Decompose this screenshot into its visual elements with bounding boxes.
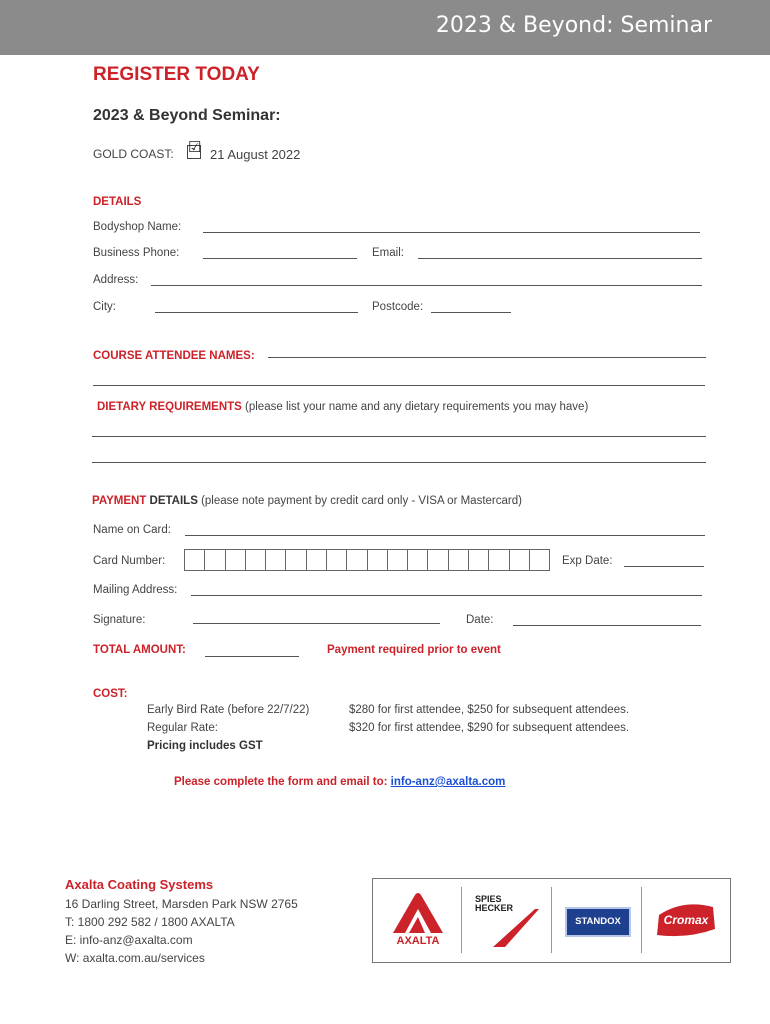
cta-text: Please complete the form and email to: xyxy=(174,776,388,788)
mailing-address-label: Mailing Address: xyxy=(93,584,178,596)
payment-prior-note: Payment required prior to event xyxy=(327,644,501,656)
phone-label: Business Phone: xyxy=(93,247,180,259)
payment-heading-row xyxy=(92,495,522,507)
axalta-logo xyxy=(385,891,451,951)
footer-web: W: axalta.com.au/services xyxy=(65,951,205,965)
cta-row xyxy=(174,776,505,788)
postcode-field[interactable] xyxy=(431,312,511,313)
name-on-card-field[interactable] xyxy=(185,535,705,536)
footer-phone: T: 1800 292 582 / 1800 AXALTA xyxy=(65,915,235,929)
footer-email: E: info-anz@axalta.com xyxy=(65,933,193,947)
exp-date-label: Exp Date: xyxy=(562,555,613,567)
address-field[interactable] xyxy=(151,285,702,286)
dietary-field-2[interactable] xyxy=(92,462,706,463)
address-label: Address: xyxy=(93,274,139,286)
email-label: Email: xyxy=(372,247,404,259)
spies-text: SPIES xyxy=(475,894,502,904)
card-number-label: Card Number: xyxy=(93,555,166,567)
total-amount-field[interactable] xyxy=(205,656,299,657)
mailing-address-field[interactable] xyxy=(191,595,702,596)
details-heading: DETAILS xyxy=(93,196,142,208)
axalta-logo-icon xyxy=(385,891,451,935)
bodyshop-label: Bodyshop Name: xyxy=(93,221,182,233)
attendees-heading: COURSE ATTENDEE NAMES: xyxy=(93,350,255,362)
standox-logo xyxy=(565,907,631,937)
cost-heading: COST: xyxy=(93,688,128,700)
postcode-label: Postcode: xyxy=(372,301,424,313)
card-number-boxes[interactable] xyxy=(184,549,550,571)
cromax-text: Cromax xyxy=(663,913,709,927)
email-field[interactable] xyxy=(418,258,702,259)
signature-label: Signature: xyxy=(93,614,146,626)
bodyshop-field[interactable] xyxy=(203,232,700,233)
event-date: 21 August 2022 xyxy=(210,147,301,162)
attendees-field-1[interactable] xyxy=(268,357,706,358)
footer-address: 16 Darling Street, Marsden Park NSW 2765 xyxy=(65,897,298,911)
name-on-card-label: Name on Card: xyxy=(93,524,171,536)
date-label: Date: xyxy=(466,614,494,626)
city-label: City: xyxy=(93,301,116,313)
early-bird-value: $280 for first attendee, $250 for subsequent attendees. xyxy=(349,704,630,716)
dietary-note: (please list your name and any dietary requirements you may have) xyxy=(245,401,589,413)
standox-text: STANDOX xyxy=(575,916,621,927)
dietary-field-1[interactable] xyxy=(92,436,706,437)
location-label: GOLD COAST: xyxy=(93,147,174,161)
payment-heading-dark: DETAILS xyxy=(149,495,198,507)
axalta-logo-text: AXALTA xyxy=(396,935,440,947)
brand-logos-box xyxy=(372,878,731,963)
city-field[interactable] xyxy=(155,312,358,313)
header-title: 2023 & Beyond: Seminar xyxy=(435,13,712,38)
gst-note: Pricing includes GST xyxy=(147,740,263,752)
register-heading: REGISTER TODAY xyxy=(93,64,260,85)
cta-email-link[interactable]: info-anz@axalta.com xyxy=(390,776,506,788)
spies-hecker-logo xyxy=(475,895,541,951)
early-bird-label: Early Bird Rate (before 22/7/22) xyxy=(147,704,310,716)
regular-rate-label: Regular Rate: xyxy=(147,722,218,734)
regular-rate-value: $320 for first attendee, $290 for subsequent attendees. xyxy=(349,722,630,734)
exp-date-field[interactable] xyxy=(624,566,704,567)
dietary-heading: DIETARY REQUIREMENTS xyxy=(97,401,242,413)
dietary-heading-row xyxy=(97,401,588,413)
gold-coast-checkbox[interactable] xyxy=(187,139,202,159)
footer-company: Axalta Coating Systems xyxy=(65,877,214,892)
attendees-field-2[interactable] xyxy=(93,385,705,386)
spies-hecker-slash-icon xyxy=(475,901,541,949)
payment-note: (please note payment by credit card only - VISA or Mastercard) xyxy=(201,495,522,507)
payment-heading-red: PAYMENT xyxy=(92,495,147,507)
signature-field[interactable] xyxy=(193,623,440,624)
phone-field[interactable] xyxy=(203,258,357,259)
check-icon: ☑ xyxy=(188,139,202,156)
date-field[interactable] xyxy=(513,625,701,626)
hecker-text: HECKER xyxy=(475,903,514,913)
seminar-subheading: 2023 & Beyond Seminar: xyxy=(93,107,281,124)
cromax-logo xyxy=(653,899,719,943)
total-amount-label: TOTAL AMOUNT: xyxy=(93,644,186,656)
